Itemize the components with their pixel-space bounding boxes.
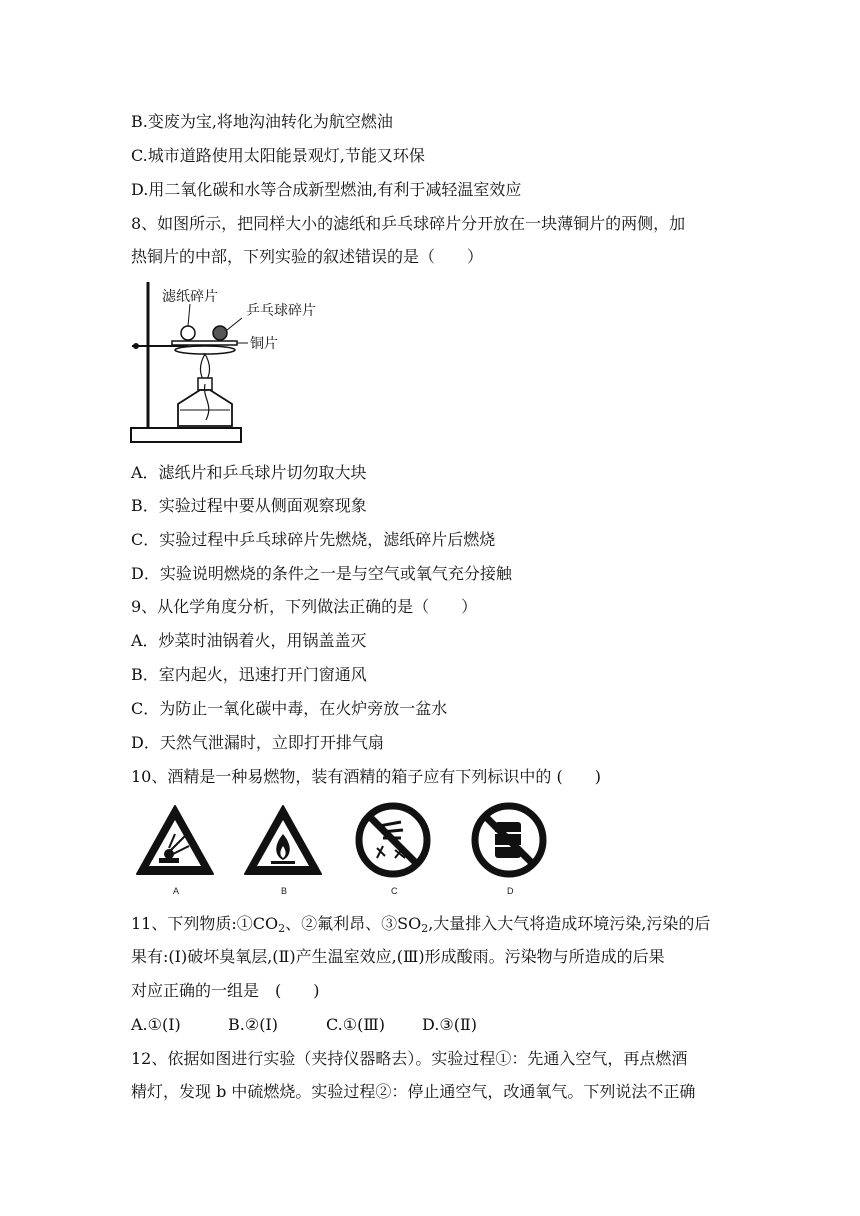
- q7-option-c: C.城市道路使用太阳能景观灯,节能又环保: [131, 146, 425, 165]
- q11-option-c: C.①(Ⅲ): [326, 1015, 386, 1034]
- q11-option-a: A.①(Ⅰ): [131, 1015, 181, 1034]
- flammable-sign-icon: [245, 806, 321, 874]
- q8-apparatus-figure: [128, 280, 353, 450]
- sign-label-c: C: [391, 886, 398, 896]
- q9-option-c: C．为防止一氧化碳中毒，在火炉旁放一盆水: [131, 699, 448, 718]
- q8-option-a: A．滤纸片和乒乓球片切勿取大块: [131, 463, 367, 482]
- q8-option-d: D．实验说明燃烧的条件之一是与空气或氧气充分接触: [131, 564, 512, 583]
- sign-label-d: D: [507, 886, 514, 896]
- q9-option-b: B．室内起火，迅速打开门窗通风: [131, 665, 367, 684]
- q12-line1: 12、依据如图进行实验（夹持仪器略去）。实验过程①：先通入空气，再点燃酒: [131, 1049, 688, 1068]
- sign-label-b: B: [281, 886, 288, 896]
- q9-option-d: D．天然气泄漏时，立即打开排气扇: [131, 733, 384, 752]
- q7-option-b: B.变废为宝,将地沟油转化为航空燃油: [131, 112, 393, 131]
- q8-option-c: C．实验过程中乒乓球碎片先燃烧，滤纸碎片后燃烧: [131, 530, 496, 549]
- q10-signs-figure: [133, 800, 553, 900]
- q9-stem: 9、从化学角度分析，下列做法正确的是（ ）: [131, 597, 478, 616]
- q8-stem-line1: 8、如图所示，把同样大小的滤纸和乒乓球碎片分开放在一块薄铜片的两侧，加: [131, 214, 686, 233]
- q10-stem: 10、酒精是一种易燃物，装有酒精的箱子应有下列标识中的 ( ): [131, 767, 601, 786]
- q11-line2: 果有:(Ⅰ)破坏臭氧层,(Ⅱ)产生温室效应,(Ⅲ)形成酸雨。污染物与所造成的后果: [131, 947, 665, 966]
- q8-stem-line2: 热铜片的中部，下列实验的叙述错误的是（ ）: [131, 247, 484, 266]
- label-pingpong: 乒乓球碎片: [246, 303, 316, 319]
- q11-line3: 对应正确的一组是 ( ): [131, 981, 320, 1000]
- label-filter-paper: 滤纸碎片: [162, 289, 218, 305]
- q9-option-a: A．炒菜时油锅着火，用锅盖盖灭: [131, 631, 367, 650]
- no-drum-sign-icon: [475, 806, 543, 874]
- q12-line2: 精灯，发现 b 中硫燃烧。实验过程②：停止通空气，改通氧气。下列说法不正确: [131, 1082, 696, 1101]
- q8-option-b: B．实验过程中要从侧面观察现象: [131, 496, 367, 515]
- q11-line1: 11、下列物质$:①CO_2$、②氟利昂、$③SO_2$,大量排入大气将造成环境污染,污染的后: [131, 914, 711, 935]
- no-fireworks-sign-icon: [359, 806, 427, 874]
- explosive-sign-icon: [137, 806, 213, 874]
- q11-option-b: B.②(Ⅰ): [228, 1015, 278, 1034]
- label-copper: 铜片: [250, 336, 278, 352]
- sign-label-a: A: [173, 886, 180, 896]
- q11-option-d: D.③(Ⅱ): [422, 1015, 478, 1034]
- q7-option-d: D.用二氧化碳和水等合成新型燃油,有利于减轻温室效应: [131, 180, 522, 199]
